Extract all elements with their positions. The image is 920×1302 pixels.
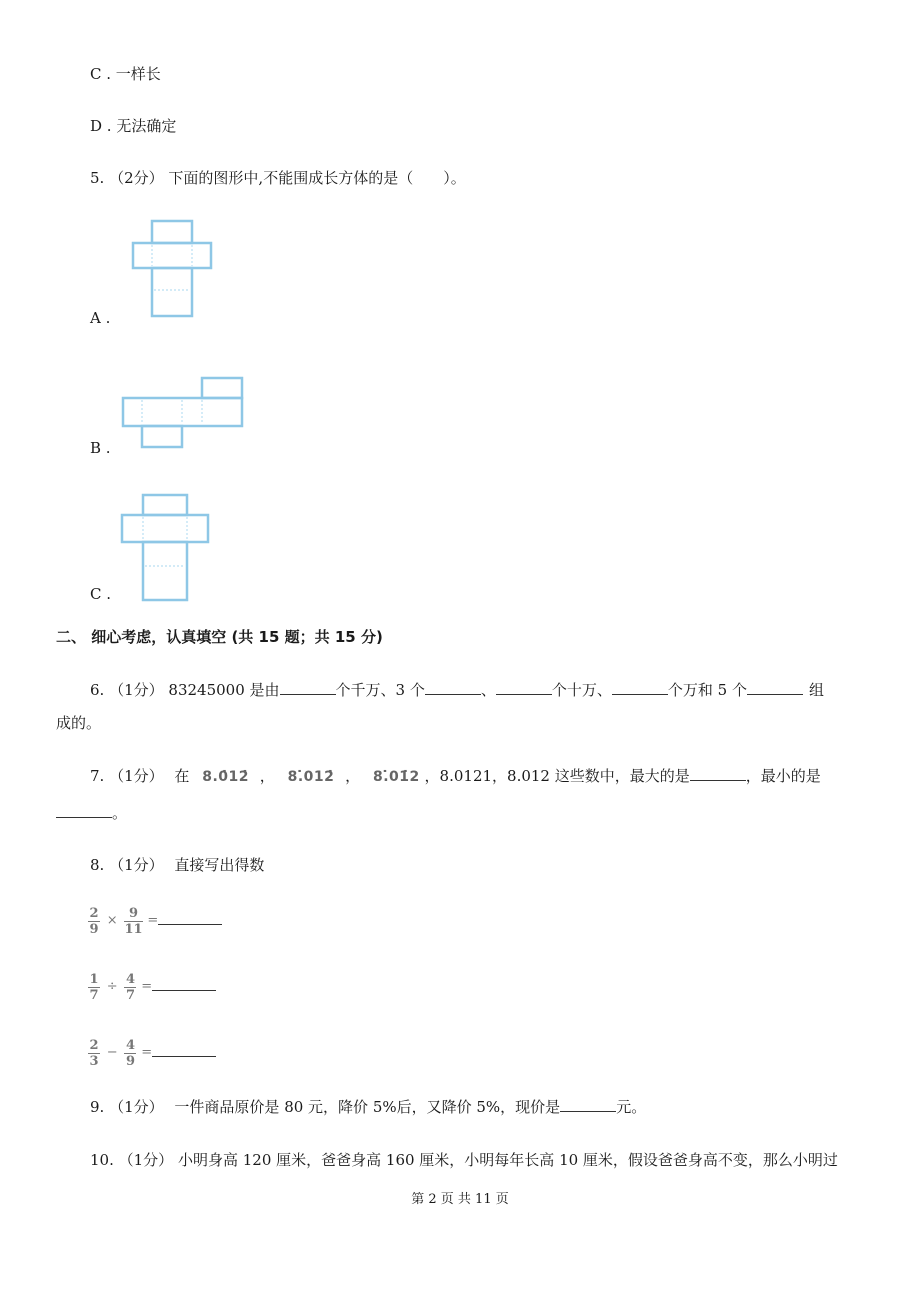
q6-text: 个千万、3 个 <box>335 681 425 699</box>
operator: × <box>106 913 118 928</box>
q7-end: 。 <box>112 804 128 822</box>
q6-blank-3[interactable] <box>496 680 552 695</box>
section2-heading: 二、 细心考虑，认真填空 (共 15 题；共 15 分) <box>56 628 383 646</box>
fraction: $\frac{9}{11}$ <box>124 905 143 937</box>
q9-stem <box>90 1097 646 1117</box>
q4-option-c: C . 一样长 <box>90 65 161 83</box>
q8-expression-2 <box>88 970 216 1003</box>
q7-blank-2[interactable] <box>56 803 112 818</box>
q8-stem <box>90 855 264 875</box>
page-footer: 第 2 页 共 11 页 <box>411 1192 509 1207</box>
q9-text: 一件商品原价是 80 元，降价 5%后，又降价 5%，现价是 <box>174 1098 561 1116</box>
q7-line2 <box>56 803 127 823</box>
q7-score: （1分） <box>109 767 164 785</box>
operator: ÷ <box>106 979 118 994</box>
fraction: $\frac{2}{9}$ <box>89 905 99 937</box>
q9-blank[interactable] <box>560 1097 616 1112</box>
cuboid-net-c-icon <box>121 494 211 602</box>
fraction: $\frac{4}{7}$ <box>125 971 135 1003</box>
q8-blank-2[interactable] <box>152 976 216 991</box>
q7-repeating-decimal-1: 8.0̇12̇ <box>202 769 250 785</box>
q9-text: 元。 <box>616 1098 647 1116</box>
q7-text: ，8.0121，8.012 这些数中，最大的是 <box>424 767 690 785</box>
q7-number: 7. <box>90 767 105 785</box>
q6-text: 个万和 5 个 <box>667 681 747 699</box>
q6-blank-1[interactable] <box>280 680 336 695</box>
q9-score: （1分） <box>109 1098 164 1116</box>
cuboid-net-b-icon <box>122 377 246 449</box>
q5-option-a: A . <box>90 309 111 327</box>
q5-option-c: C . <box>90 585 112 603</box>
q8-blank-3[interactable] <box>152 1042 216 1057</box>
q5-score: （2分） <box>109 169 164 187</box>
fraction: $\frac{2}{3}$ <box>89 1037 99 1069</box>
q6-text: 、 <box>480 681 496 699</box>
q8-number: 8. <box>90 856 105 874</box>
fraction: $\frac{1}{7}$ <box>89 971 99 1003</box>
q6-line2: 成的。 <box>56 714 102 732</box>
q7-repeating-decimal-3: 8.̇01̇2 <box>372 769 420 785</box>
q5-number: 5. <box>90 169 105 187</box>
q6-line1 <box>90 680 824 700</box>
equals: = <box>141 1045 153 1060</box>
cuboid-net-a-icon <box>132 220 212 318</box>
q5-option-b: B . <box>90 439 111 457</box>
q5-stem <box>90 168 466 188</box>
equals: = <box>147 913 159 928</box>
q8-expression-3 <box>88 1036 216 1069</box>
q6-blank-2[interactable] <box>425 680 481 695</box>
q7-repeating-decimal-2: 8.̇012̇ <box>287 769 335 785</box>
q9-number: 9. <box>90 1098 105 1116</box>
q10-stem <box>90 1150 838 1170</box>
q10-score: （1分） <box>118 1151 174 1169</box>
q10-number: 10. <box>90 1151 114 1169</box>
q8-expression-1 <box>88 904 222 937</box>
q6-text: 个十万、 <box>551 681 612 699</box>
operator: − <box>106 1045 118 1060</box>
q8-score: （1分） <box>109 856 164 874</box>
q7-comma: ， <box>259 767 275 785</box>
q6-blank-5[interactable] <box>747 680 803 695</box>
q10-text: 小明身高 120 厘米，爸爸身高 160 厘米，小明每年长高 10 厘米，假设爸爸身高不变，那么小明过 <box>177 1151 838 1169</box>
q6-blank-4[interactable] <box>612 680 668 695</box>
q5-text: 下面的图形中,不能围成长方体的是（ ）。 <box>168 169 466 187</box>
q7-line1 <box>90 766 821 787</box>
q7-comma: ， <box>345 767 361 785</box>
q7-text: ，最小的是 <box>745 767 821 785</box>
q6-score: （1分） <box>109 681 164 699</box>
q6-text: 组 <box>808 681 824 699</box>
fraction: $\frac{4}{9}$ <box>125 1037 135 1069</box>
q7-blank-1[interactable] <box>690 766 746 781</box>
q8-blank-1[interactable] <box>158 910 222 925</box>
q4-option-d: D . 无法确定 <box>90 117 177 135</box>
q7-text: 在 <box>174 767 190 785</box>
q6-text: 83245000 是由 <box>168 681 280 699</box>
q8-text: 直接写出得数 <box>174 856 265 874</box>
q6-number: 6. <box>90 681 105 699</box>
equals: = <box>141 979 153 994</box>
